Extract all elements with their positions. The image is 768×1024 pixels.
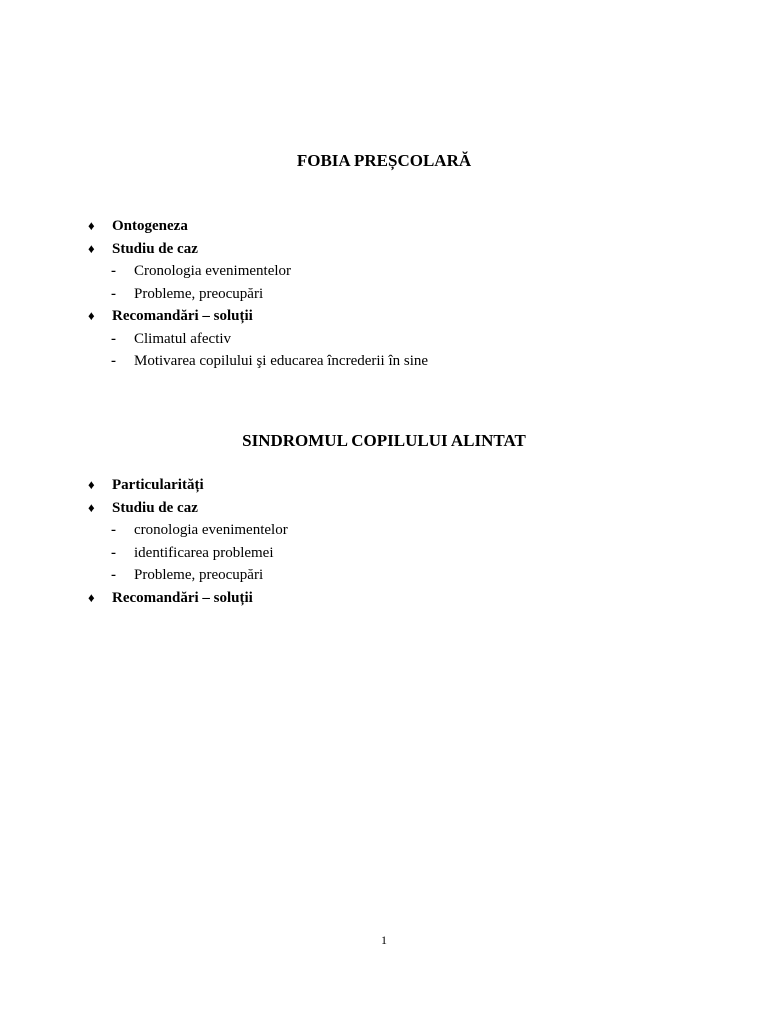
diamond-bullet-icon: ♦ xyxy=(88,240,95,256)
bullet-item-label: Studiu de caz xyxy=(112,240,198,257)
page-number: 1 xyxy=(381,933,387,947)
bullet-item-label: Recomandări – soluții xyxy=(112,308,253,324)
sub-item-label: Probleme, preocupări xyxy=(134,285,264,302)
bullet-item-label: Recomandări – soluții xyxy=(112,589,253,606)
sub-item-label: Probleme, preocupări xyxy=(134,567,264,583)
section-title-sindromul-copilului-alintat: SINDROMUL COPILULUI ALINTAT xyxy=(242,431,526,450)
dash-marker: - xyxy=(111,544,116,561)
bullet-item-label: Ontogeneza xyxy=(112,218,188,234)
diamond-bullet-icon: ♦ xyxy=(88,308,95,323)
diamond-bullet-icon: ♦ xyxy=(88,218,95,233)
bullet-item-label: Particularități xyxy=(112,477,204,493)
sub-item-label: identificarea problemei xyxy=(134,544,274,561)
dash-marker: - xyxy=(111,263,116,279)
bullet-item-label: Studiu de caz xyxy=(112,499,198,516)
sub-item-label: Climatul afectiv xyxy=(134,330,232,347)
diamond-bullet-icon: ♦ xyxy=(88,499,95,515)
diamond-bullet-icon: ♦ xyxy=(88,589,95,605)
section-title-fobia-prescolara: FOBIA PREȘCOLARĂ xyxy=(296,151,472,170)
dash-marker: - xyxy=(111,285,116,302)
dash-marker: - xyxy=(111,567,116,583)
sub-item-label: Cronologia evenimentelor xyxy=(134,263,292,279)
diamond-bullet-icon: ♦ xyxy=(88,477,95,492)
dash-marker: - xyxy=(111,522,116,538)
dash-marker: - xyxy=(111,353,116,369)
sub-item-label: Motivarea copilului şi educarea încrederii în sine xyxy=(134,353,429,369)
dash-marker: - xyxy=(111,330,116,347)
sub-item-label: cronologia evenimentelor xyxy=(134,522,288,538)
